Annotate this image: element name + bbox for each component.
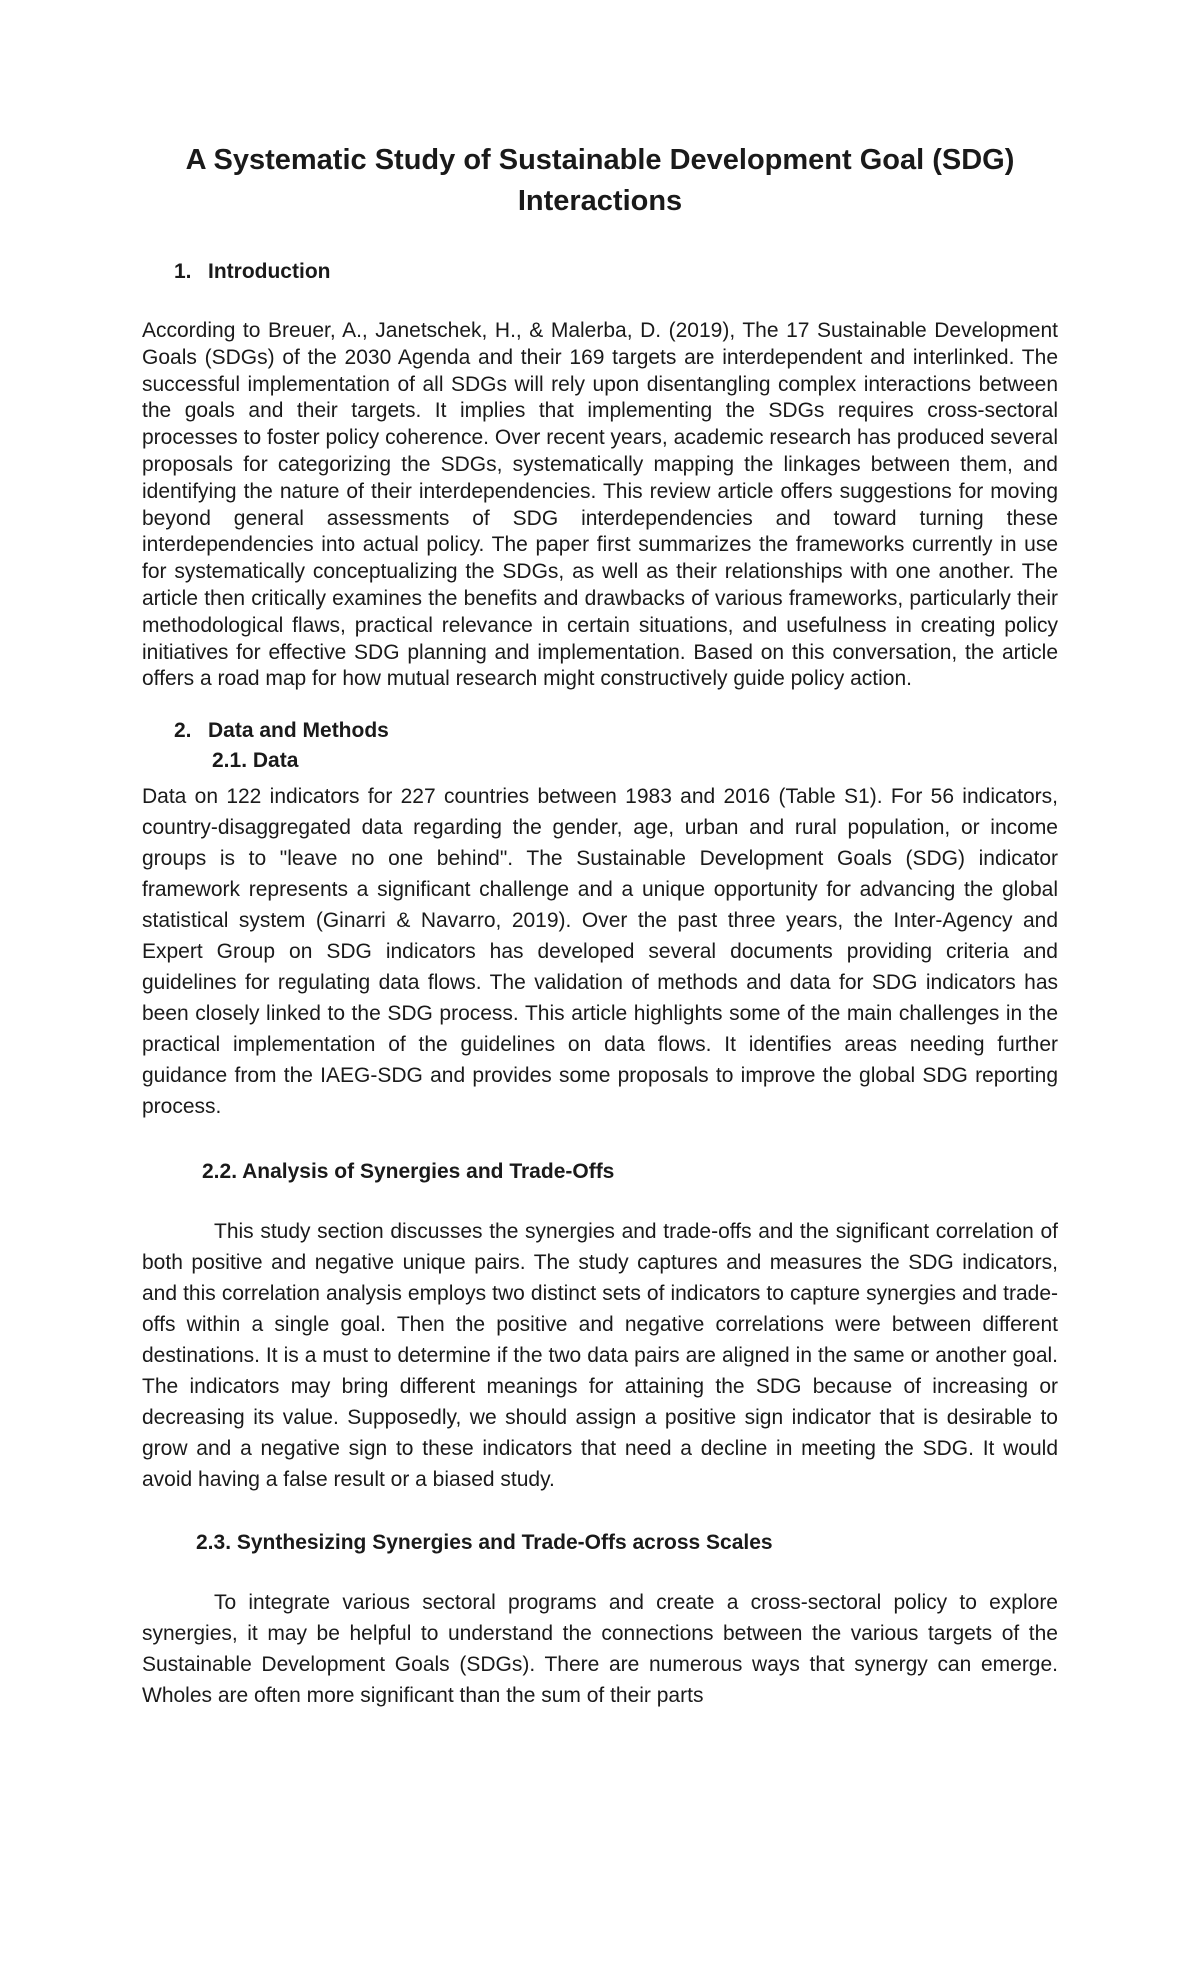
analysis-paragraph: This study section discusses the synergies and trade-offs and the significant correlation of both positive and negative unique pairs. The study captures and measures the SDG indicators, and this correlation analysis employs two distinct sets of indicators to capture synergies and trade-offs within a single goal. Then the positive and negative correlations were between different destinations. It is a must to determine if the two data pairs are aligned in the same or another goal. The indicators may bring different meanings for attaining the SDG because of increasing or decreasing its value. Supposedly, we should assign a positive sign indicator that is desirable to grow and a negative sign to these indicators that need a decline in meeting the SDG. It would avoid having a false result or a biased study.: [142, 1220, 1058, 1492]
section-heading-data-and-methods: [174, 717, 1058, 745]
section-title: Introduction: [208, 260, 331, 283]
subsection-heading-analysis: 2.2. Analysis of Synergies and Trade-Offs: [202, 1160, 615, 1184]
data-paragraph: Data on 122 indicators for 227 countries between 1983 and 2016 (Table S1). For 56 indicators, country-disaggregated data regarding the gender, age, urban and rural population, or income groups is to "leave no one behind". The Sustainable Development Goals (SDG) indicator framework represents a significant challenge and a unique opportunity for advancing the global statistical system (Ginarri & Navarro, 2019). Over the past three years, the Inter-Agency and Expert Group on SDG indicators has developed several documents providing criteria and guidelines for regulating data flows. The validation of methods and data for SDG indicators has been closely linked to the SDG process. This article highlights some of the main challenges in the practical implementation of the guidelines on data flows. It identifies areas needing further guidance from the IAEG-SDG and provides some proposals to improve the global SDG reporting process.: [142, 785, 1058, 1119]
introduction-paragraph: According to Breuer, A., Janetschek, H., & Malerba, D. (2019), The 17 Sustainable Development Goals (SDGs) of the 2030 Agenda and their 169 targets are interdependent and interlinked. The successful implementation of all SDGs will rely upon disentangling complex interactions between the goals and their targets. It implies that implementing the SDGs requires cross-sectoral processes to foster policy coherence. Over recent years, academic research has produced several proposals for categorizing the SDGs, systematically mapping the linkages between them, and identifying the nature of their interdependencies. This review article offers suggestions for moving beyond general assessments of SDG interdependencies and toward turning these interdependencies into actual policy. The paper first summarizes the frameworks currently in use for systematically conceptualizing the SDGs, as well as their relationships with one another. The article then critically examines the benefits and drawbacks of various frameworks, particularly their methodological flaws, practical relevance in certain situations, and usefulness in creating policy initiatives for effective SDG planning and implementation. Based on this conversation, the article offers a road map for how mutual research might constructively guide policy action.: [142, 319, 1058, 691]
section-number: 1.: [174, 260, 192, 283]
subsection-heading-synthesis: 2.3. Synthesizing Synergies and Trade-Offs across Scales: [196, 1531, 773, 1555]
subsection-heading-data: 2.1. Data: [212, 749, 299, 773]
section-heading-introduction: [174, 258, 1058, 286]
section-number: 2.: [174, 719, 192, 743]
section-title: Data and Methods: [208, 719, 389, 743]
document-title: A Systematic Study of Sustainable Development Goal (SDG) Interactions: [185, 144, 1015, 217]
synthesis-paragraph: To integrate various sectoral programs and create a cross-sectoral policy to explore synergies, it may be helpful to understand the connections between the various targets of the Sustainable Development Goals (SDGs). There are numerous ways that synergy can emerge. Wholes are often more significant than the sum of their parts: [142, 1591, 1058, 1708]
